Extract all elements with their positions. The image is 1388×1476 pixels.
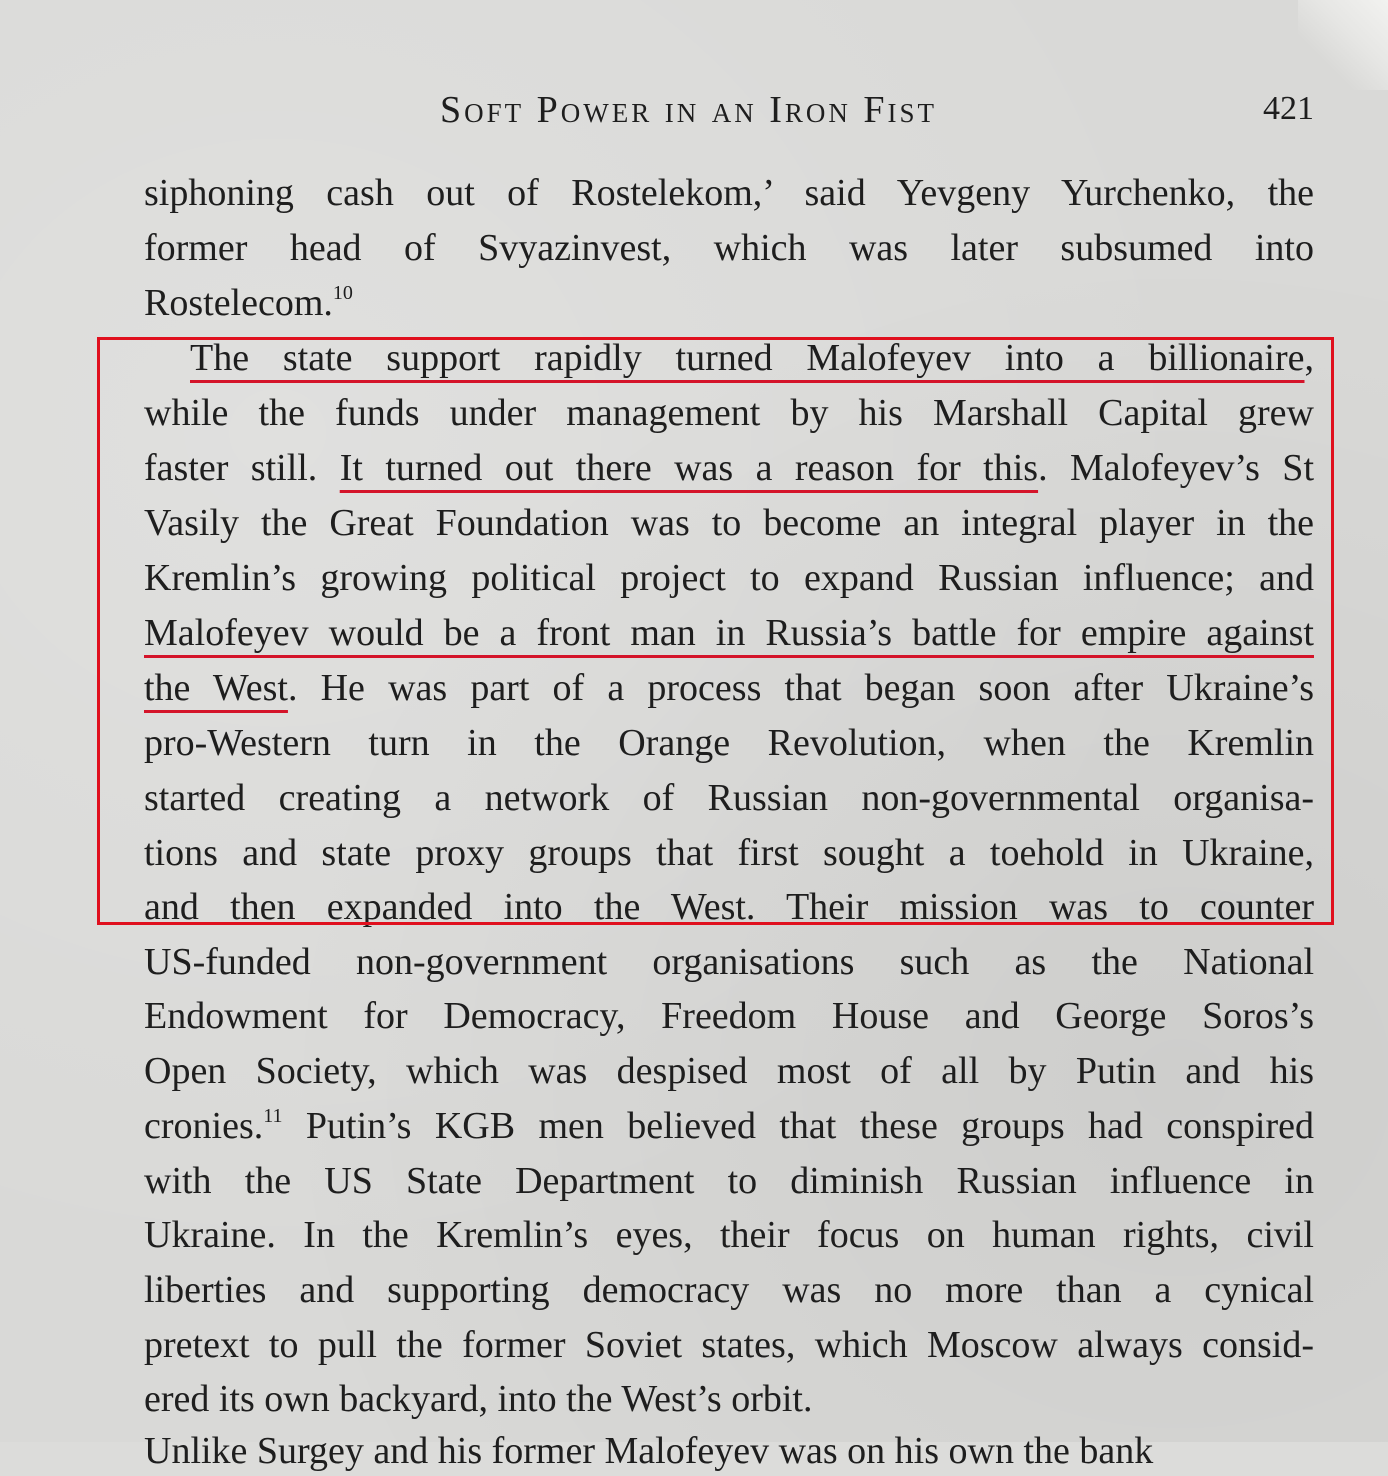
text-run: , (1304, 337, 1314, 379)
text-line: Endowment for Democracy, Freedom House and George Soros’s (144, 995, 1314, 1037)
footnote-ref-10: 10 (332, 282, 353, 304)
text-line: while the funds under management by his Marshall Capital grew (144, 392, 1314, 434)
text-run: Unlike Surgey and his former Malofeyev was on his own the bank (144, 1430, 1154, 1472)
text-line (144, 278, 1314, 328)
text-line: ered its own backyard, into the West’s orbit. (144, 1378, 813, 1420)
text-line: with the US State Department to diminish Russian influence in (144, 1160, 1314, 1202)
text-line: siphoning cash out of Rostelekom,’ said Yevgeny Yurchenko, the (144, 172, 1314, 214)
text-line: Ukraine. In the Kremlin’s eyes, their focus on human rights, civil (144, 1214, 1314, 1256)
text-line: and then expanded into the West. Their mission was to counter (144, 886, 1314, 928)
text-line: tions and state proxy groups that first sought a toehold in Ukraine, (144, 832, 1314, 874)
underlined-text: It turned out there was a reason for this (339, 447, 1039, 489)
footnote-ref-11: 11 (263, 1105, 283, 1127)
underlined-text: the West (144, 667, 288, 709)
text-line: former head of Svyazinvest, which was later subsumed into (144, 227, 1314, 269)
underlined-text: Malofeyev would be a front man in Russia’s battle for empire against (144, 612, 1314, 654)
text-line: pretext to pull the former Soviet states, which Moscow always consid- (144, 1324, 1314, 1366)
text-line (144, 1101, 1314, 1151)
text-run: faster still. (144, 447, 340, 489)
text-run: . Malofeyev’s St (1038, 447, 1314, 489)
page-number: 421 (1263, 90, 1314, 127)
text-run: Rostelecom. (144, 282, 333, 324)
text-line: US-funded non-government organisations such as the National (144, 941, 1314, 983)
highlight-box (97, 337, 1334, 925)
text-line: liberties and supporting democracy was no more than a cynical (144, 1269, 1314, 1311)
text-run: Putin’s KGB men believed that these groups had conspired (282, 1105, 1314, 1147)
text-run: . He was part of a process that began soon after Ukraine’s (287, 667, 1314, 709)
text-run: cronies. (144, 1105, 264, 1147)
text-line: pro-Western turn in the Orange Revolution, when the Kremlin (144, 722, 1314, 764)
underlined-text: The state support rapidly turned Malofeyev into a billionaire (190, 337, 1305, 379)
running-head: Soft Power in an Iron Fist (440, 89, 938, 131)
cut-off-text-line (144, 1430, 1314, 1472)
page-corner-fold (1298, 0, 1388, 90)
text-line: Open Society, which was despised most of all by Putin and his (144, 1050, 1314, 1092)
text-line: Vasily the Great Foundation was to become an integral player in the (144, 502, 1314, 544)
text-line: started creating a network of Russian non-governmental organisa- (144, 777, 1314, 819)
text-line: Kremlin’s growing political project to expand Russian influence; and (144, 557, 1314, 599)
